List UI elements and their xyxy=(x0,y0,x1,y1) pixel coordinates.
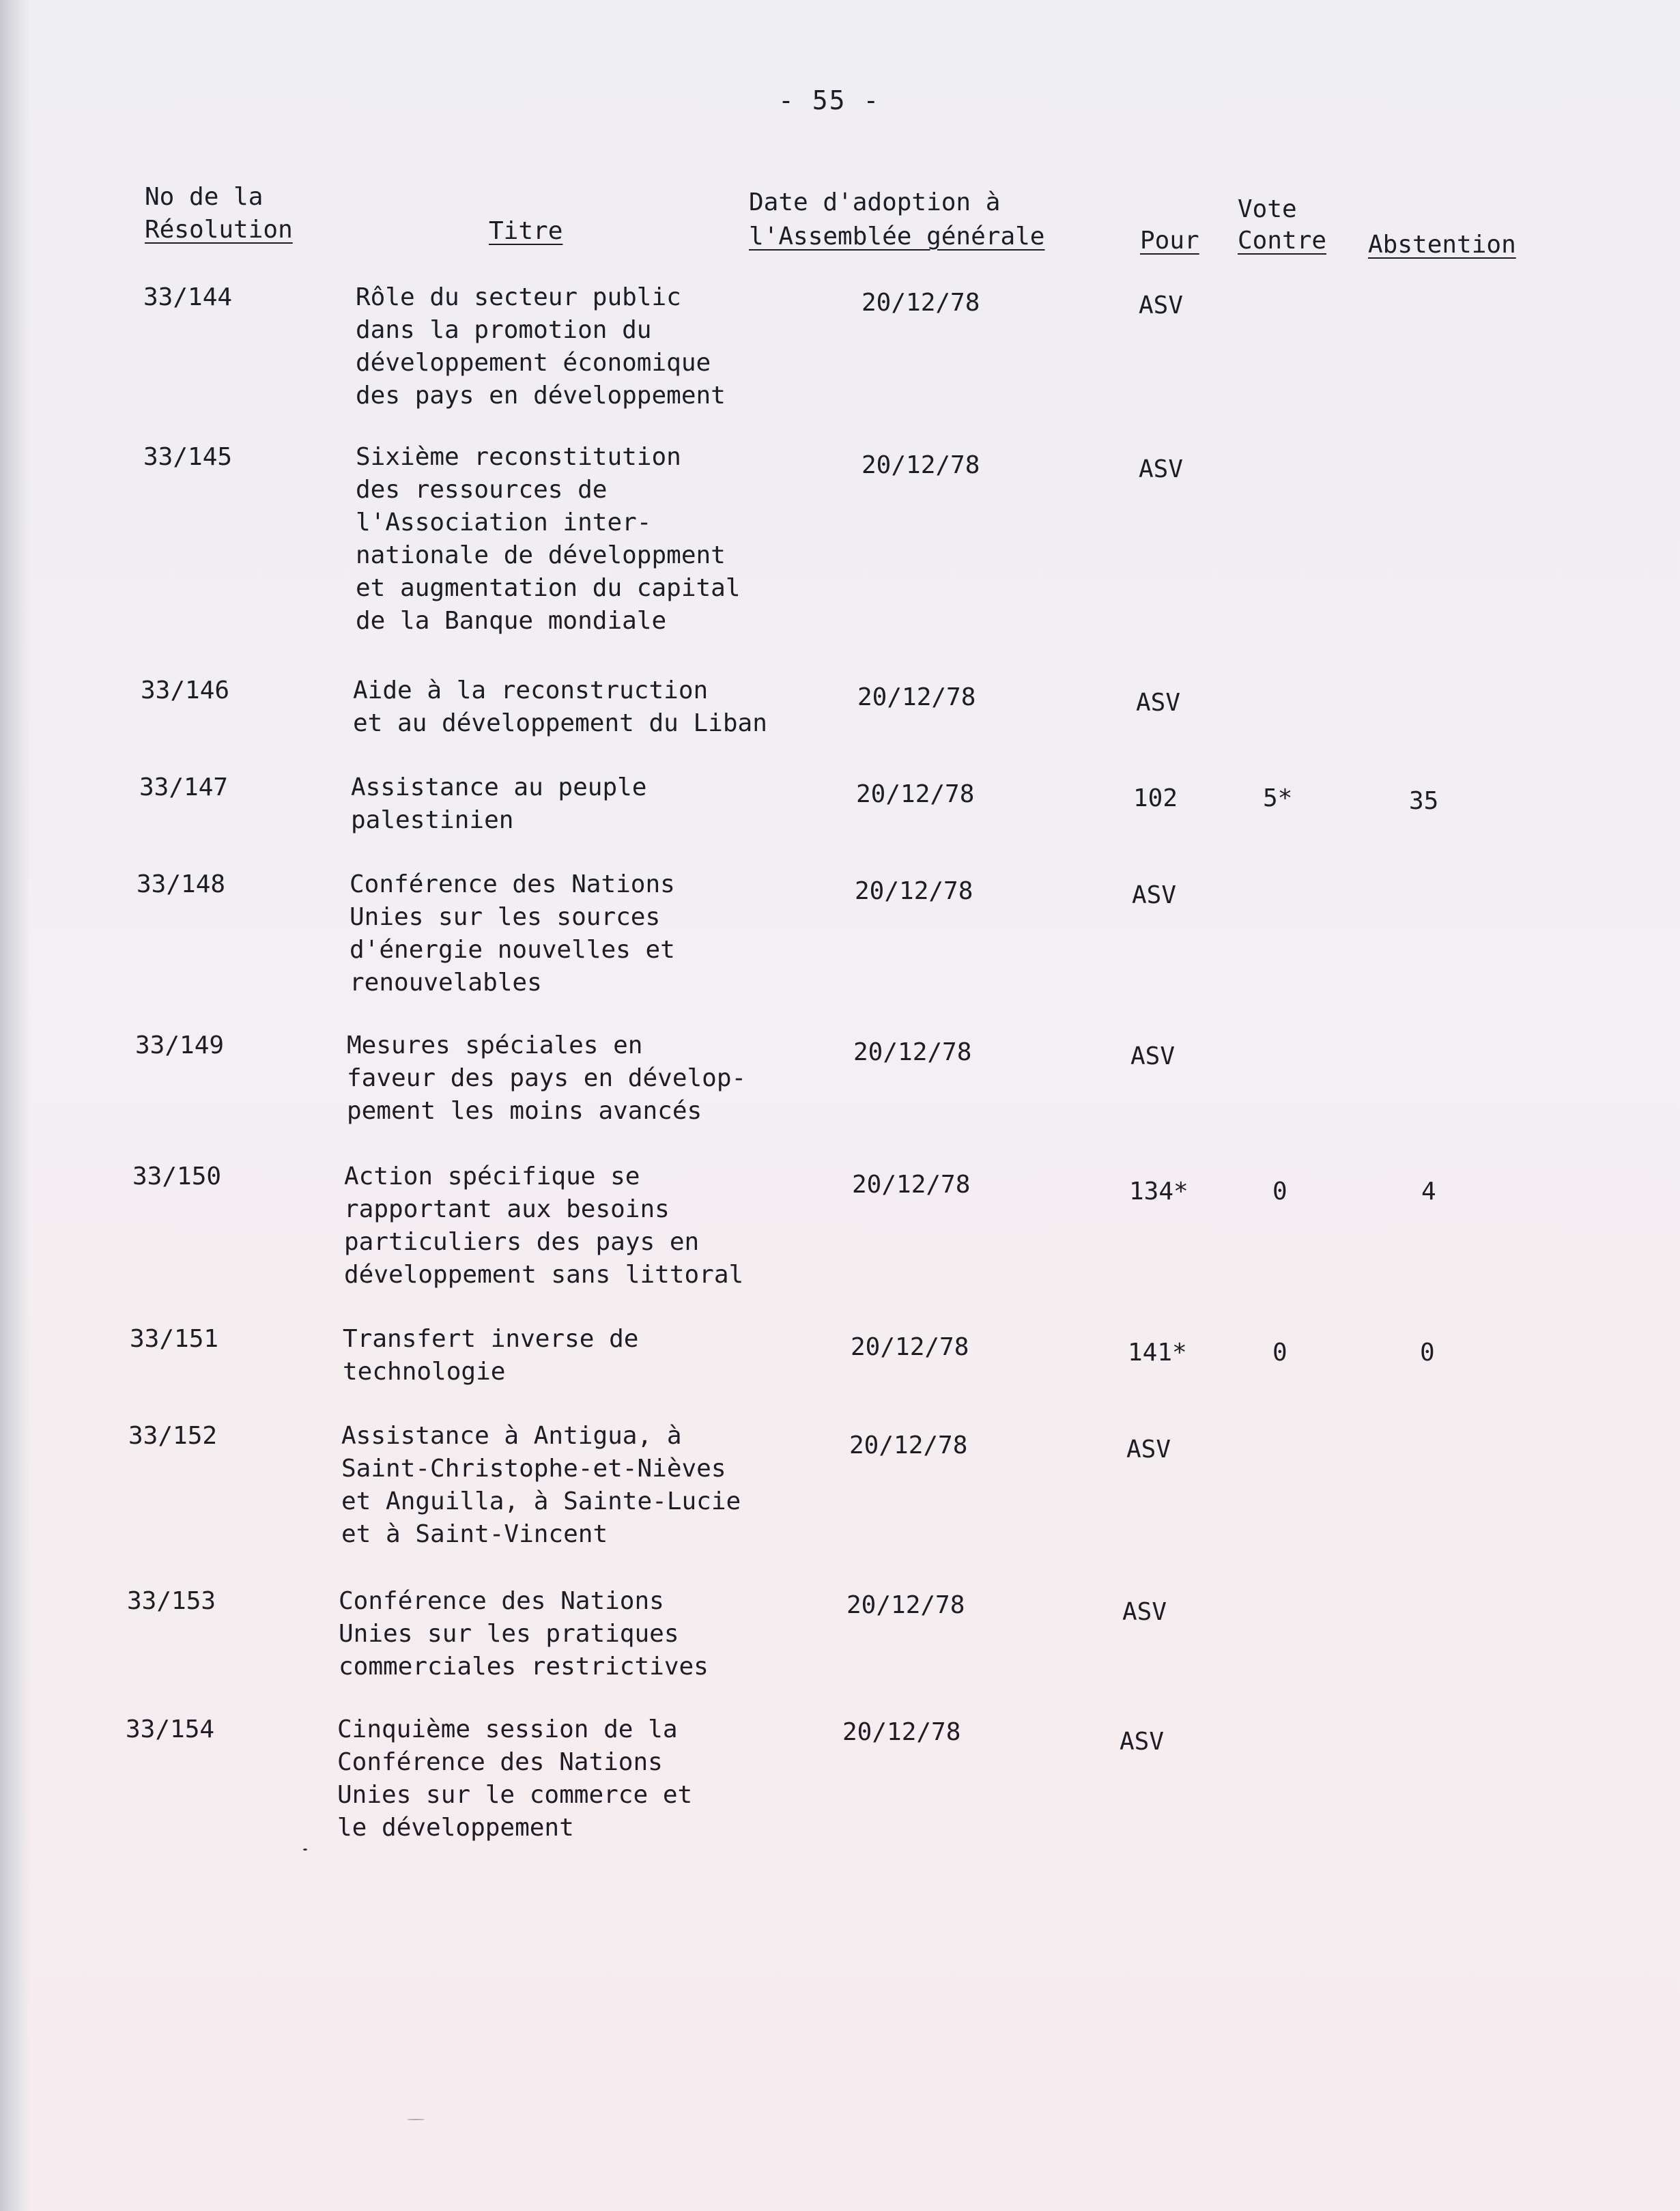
vote-pour: ASV xyxy=(1126,1436,1171,1464)
title-line: et Anguilla, à Sainte-Lucie xyxy=(341,1487,741,1515)
title-line: dans la promotion du xyxy=(356,316,652,344)
adoption-date: 20/12/78 xyxy=(862,451,980,479)
adoption-date: 20/12/78 xyxy=(853,1038,972,1066)
title-line: développement sans littoral xyxy=(344,1261,744,1289)
adoption-date: 20/12/78 xyxy=(852,1171,971,1199)
vote-pour: ASV xyxy=(1122,1598,1167,1626)
ink-speck xyxy=(407,2119,425,2120)
vote-pour: ASV xyxy=(1139,455,1184,483)
header-contre: Contre xyxy=(1238,227,1327,255)
adoption-date: 20/12/78 xyxy=(857,683,976,711)
resolution-title xyxy=(344,1160,743,1292)
title-line: Transfert inverse de xyxy=(343,1325,639,1353)
title-line: Sixième reconstitution xyxy=(356,443,681,471)
title-line: des ressources de xyxy=(356,476,608,504)
title-line: technologie xyxy=(343,1358,506,1386)
vote-contre: 0 xyxy=(1272,1339,1287,1367)
vote-abstention: 0 xyxy=(1420,1339,1435,1367)
header-titre: Titre xyxy=(489,217,563,245)
title-line: le développement xyxy=(337,1814,574,1842)
resolution-number: 33/149 xyxy=(135,1031,225,1059)
header-no-line1: No de la xyxy=(145,183,264,211)
vote-pour: ASV xyxy=(1139,291,1184,319)
title-line: des pays en développement xyxy=(356,382,726,410)
title-line: rapportant aux besoins xyxy=(344,1195,670,1223)
vote-pour: 102 xyxy=(1133,784,1178,812)
adoption-date: 20/12/78 xyxy=(855,877,973,905)
resolution-number: 33/146 xyxy=(141,676,230,704)
resolution-number: 33/151 xyxy=(130,1325,219,1353)
vote-contre: 5* xyxy=(1263,784,1293,812)
resolution-title xyxy=(356,441,741,638)
title-line: Saint-Christophe-et-Nièves xyxy=(341,1455,726,1483)
title-line: et à Saint-Vincent xyxy=(341,1520,608,1548)
header-no-line2: Résolution xyxy=(145,216,293,244)
title-line: Unies sur le commerce et xyxy=(337,1781,693,1809)
vote-abstention: 35 xyxy=(1409,787,1439,815)
header-abstention: Abstention xyxy=(1368,231,1516,259)
title-line: Rôle du secteur public xyxy=(356,283,681,311)
title-line: l'Association inter- xyxy=(356,509,652,537)
title-line: Assistance au peuple xyxy=(351,773,647,801)
resolution-number: 33/147 xyxy=(139,773,229,801)
title-line: développement économique xyxy=(356,349,711,377)
header-date-line1: Date d'adoption à xyxy=(749,188,1001,216)
title-line: de la Banque mondiale xyxy=(356,607,667,635)
adoption-date: 20/12/78 xyxy=(846,1591,965,1619)
adoption-date: 20/12/78 xyxy=(851,1333,969,1361)
resolution-title xyxy=(343,1323,638,1388)
title-line: Assistance à Antigua, à xyxy=(341,1422,682,1450)
resolution-title xyxy=(339,1585,709,1683)
title-line: Conférence des Nations xyxy=(350,870,675,898)
vote-pour: 134* xyxy=(1129,1178,1188,1206)
vote-pour: ASV xyxy=(1120,1728,1165,1756)
title-line: Mesures spéciales en xyxy=(347,1031,643,1059)
title-line: Unies sur les pratiques xyxy=(339,1620,679,1648)
resolution-number: 33/154 xyxy=(126,1715,215,1743)
resolution-title xyxy=(351,771,646,837)
page-number: - 55 - xyxy=(778,85,881,115)
title-line: Action spécifique se xyxy=(344,1162,640,1190)
resolution-title xyxy=(350,868,675,999)
vote-pour: 141* xyxy=(1128,1339,1187,1367)
header-vote: Vote xyxy=(1238,195,1297,223)
resolution-number: 33/153 xyxy=(127,1587,216,1615)
vote-pour: ASV xyxy=(1132,881,1177,909)
title-line: pement les moins avancés xyxy=(347,1097,702,1125)
resolution-number: 33/152 xyxy=(128,1422,218,1450)
vote-pour: ASV xyxy=(1136,689,1181,717)
title-line: Conférence des Nations xyxy=(339,1587,664,1615)
title-line: et au développement du Liban xyxy=(353,709,767,737)
title-line: Conférence des Nations xyxy=(337,1748,663,1776)
title-line: et augmentation du capital xyxy=(356,574,741,602)
resolution-number: 33/144 xyxy=(143,283,233,311)
vote-contre: 0 xyxy=(1272,1178,1287,1206)
header-pour: Pour xyxy=(1140,227,1199,255)
title-line: renouvelables xyxy=(350,969,542,997)
header-date-line2: l'Assemblée générale xyxy=(749,223,1045,251)
title-line: nationale de développment xyxy=(356,541,726,569)
adoption-date: 20/12/78 xyxy=(842,1718,961,1746)
title-line: faveur des pays en dévelop- xyxy=(347,1064,747,1092)
resolution-number: 33/150 xyxy=(132,1162,222,1190)
resolution-title xyxy=(356,281,726,412)
vote-abstention: 4 xyxy=(1421,1178,1436,1206)
vote-pour: ASV xyxy=(1130,1042,1176,1070)
resolution-number: 33/145 xyxy=(143,443,233,471)
resolution-title xyxy=(341,1420,741,1551)
resolution-number: 33/148 xyxy=(137,870,226,898)
title-line: particuliers des pays en xyxy=(344,1228,700,1256)
adoption-date: 20/12/78 xyxy=(856,780,975,808)
resolution-title xyxy=(347,1029,746,1128)
resolution-title xyxy=(353,674,767,740)
title-line: Cinquième session de la xyxy=(337,1715,678,1743)
title-line: d'énergie nouvelles et xyxy=(350,936,675,964)
title-line: palestinien xyxy=(351,806,514,834)
adoption-date: 20/12/78 xyxy=(862,289,980,317)
adoption-date: 20/12/78 xyxy=(849,1431,968,1459)
page-edge-shadow xyxy=(0,0,30,2211)
resolution-title xyxy=(337,1713,692,1844)
ink-speck xyxy=(303,1849,307,1851)
title-line: Unies sur les sources xyxy=(350,903,661,931)
title-line: Aide à la reconstruction xyxy=(353,676,709,704)
title-line: commerciales restrictives xyxy=(339,1653,709,1681)
